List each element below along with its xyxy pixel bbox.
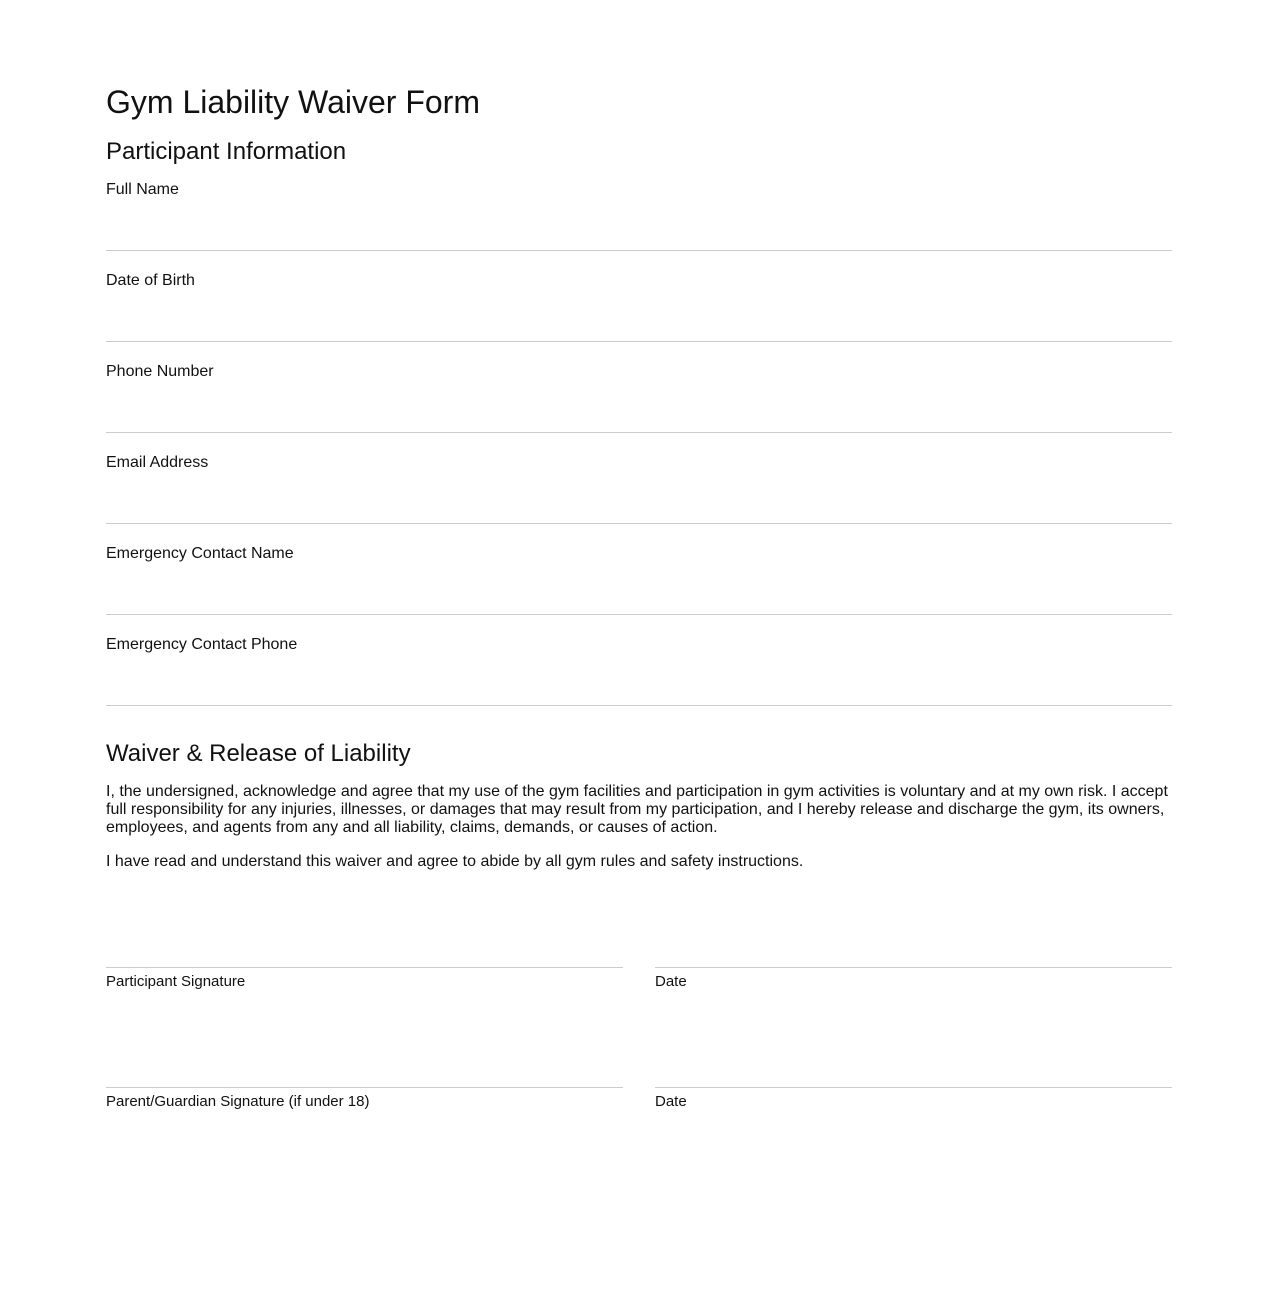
participant-signature-label: Participant Signature [106,973,246,990]
emergency-contact-name-input[interactable] [106,567,1172,615]
date-of-birth-field [106,272,1172,363]
email-address-field [106,454,1172,545]
guardian-date-label: Date [655,1093,687,1110]
email-address-label: Email Address [106,454,209,471]
full-name-label: Full Name [106,181,179,198]
guardian-signature-field[interactable] [106,1087,623,1127]
emergency-contact-phone-label: Emergency Contact Phone [106,636,298,653]
participant-signature-field[interactable] [106,967,623,1007]
emergency-contact-phone-input[interactable] [106,658,1172,706]
participant-date-line [655,967,1172,968]
phone-number-label: Phone Number [106,363,214,380]
guardian-date-field[interactable] [655,1087,1172,1127]
guardian-date-line [655,1087,1172,1088]
emergency-contact-name-label: Emergency Contact Name [106,545,294,562]
waiver-paragraph-2: I have read and understand this waiver and agree to abide by all gym rules and safety instructions. [106,853,804,870]
guardian-signature-label: Parent/Guardian Signature (if under 18) [106,1093,370,1110]
form-title: Gym Liability Waiver Form [106,84,480,120]
phone-number-field [106,363,1172,454]
participant-signature-line [106,967,623,968]
emergency-contact-phone-field [106,636,1172,727]
date-of-birth-input[interactable] [106,294,1172,342]
participant-date-field[interactable] [655,967,1172,1007]
participant-date-label: Date [655,973,687,990]
waiver-release-heading: Waiver & Release of Liability [106,740,411,767]
date-of-birth-label: Date of Birth [106,272,195,289]
emergency-contact-name-field [106,545,1172,636]
participant-information-heading: Participant Information [106,138,347,165]
waiver-paragraph-1: I, the undersigned, acknowledge and agree that my use of the gym facilities and participation in gym activities is voluntary and at my own risk. I accept full responsibility for any injuries, illnesses, or damages that may result from my participation, and I hereby release and discharge the gym, its owners, employees, and agents from any and all liability, claims, demands, or causes of action. [106,783,1168,836]
full-name-field [106,181,1172,272]
guardian-signature-line [106,1087,623,1088]
email-address-input[interactable] [106,476,1172,524]
full-name-input[interactable] [106,203,1172,251]
phone-number-input[interactable] [106,385,1172,433]
